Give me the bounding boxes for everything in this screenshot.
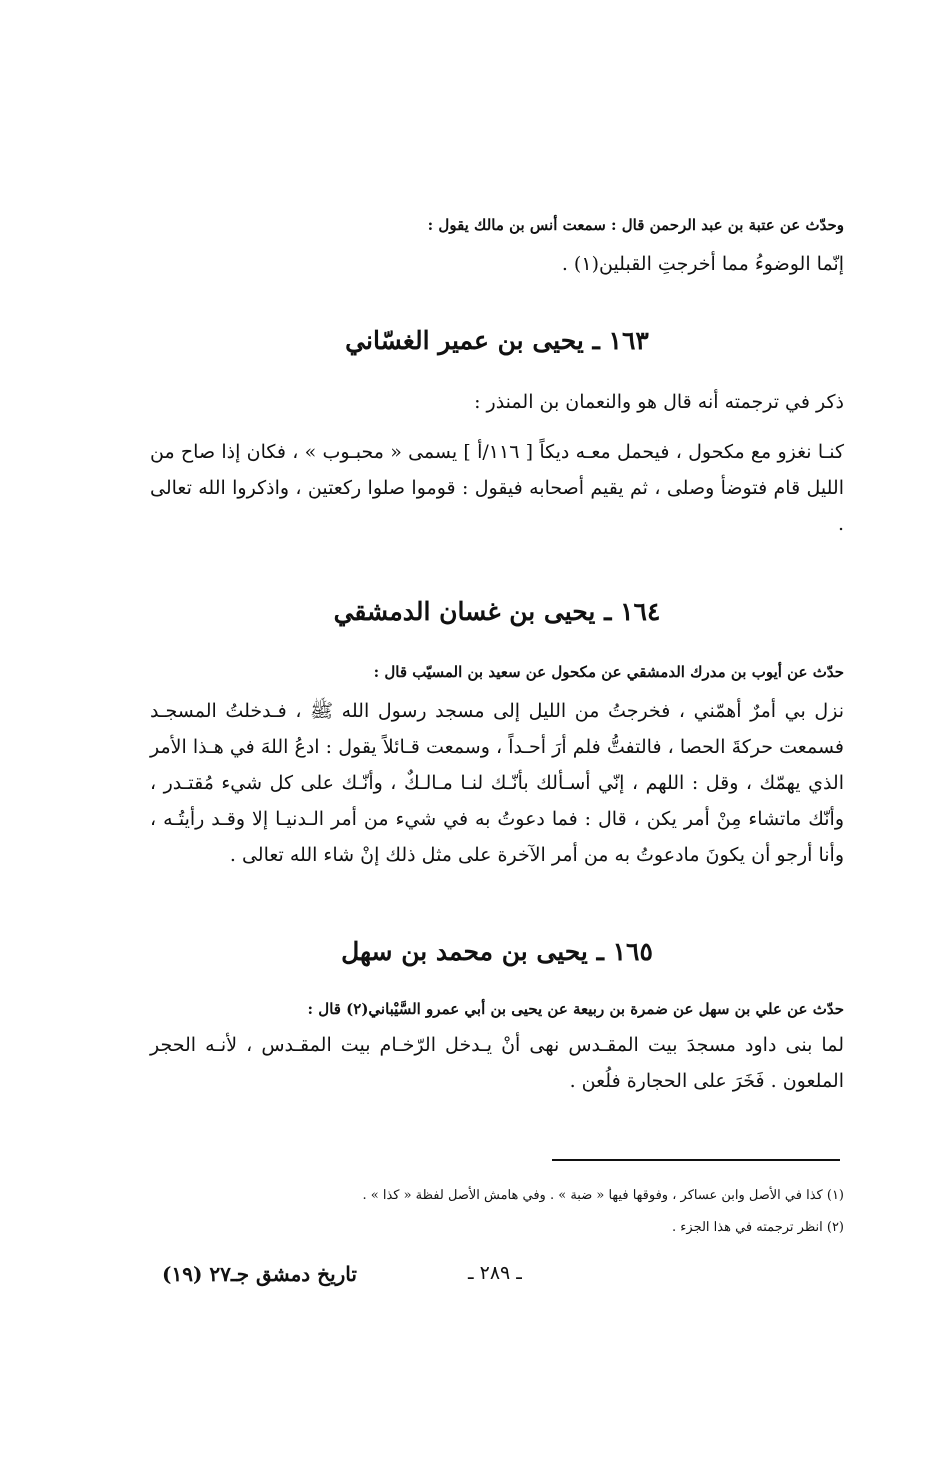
entry-165-heading: ١٦٥ ـ يحيى بن محمد بن سهل: [341, 937, 653, 966]
entry-165-text: لما بنى داود مسجدَ بيت المقـدس نهى أنْ يـدخل الرّخـام بيت المقـدس ، لأنـه الحجر الملعون . فَخَرَ على الحجارة فلُعن .: [150, 1034, 844, 1092]
footnote-1: (١) كذا في الأصل وابن عساكر ، وفوقها فيها « ضبة » . وفي هامش الأصل لفظة « كذا » .: [362, 1188, 844, 1203]
entry-164-heading: ١٦٤ ـ يحيى بن غسان الدمشقي: [333, 597, 661, 626]
prev-entry-text: إنّما الوضوءُ مما أخرجتِ القبلين(١) .: [561, 253, 844, 275]
entry-163-heading: ١٦٣ ـ يحيى بن عمير الغسّاني: [345, 326, 649, 355]
footnote-separator: [552, 1159, 840, 1161]
entry-165-sanad: حدّث عن علي بن سهل عن ضمرة بن ربيعة عن يحيى بن أبي عمرو السَّيْباني(٢) قال :: [307, 1000, 844, 1018]
entry-163-text: كنـا نغزو مع مكحول ، فيحمل معـه ديكاً [ ١١٦/أ ] يسمى « محبـوب » ، فكان إذا صاح من الليل قام فتوضأ وصلى ، ثم يقيم أصحابه فيقول : قوموا صلوا ركعتين ، واذكروا الله تعالى .: [150, 441, 844, 535]
entry-164-text: نزل بي أمرٌ أهمّني ، فخرجتُ من الليل إلى مسجد رسول الله ﷺ ، فـدخلتُ المسجـد فسمعت حركةَ الحصا ، فالتفتُّ فلم أرَ أحـداً ، وسمعت قـائلاً يقول : ادعُ اللهَ في هـذا الأمر الذي يهمّك ، وقل : اللهم ، إنّي أسـألك بأنّـك لنـا مـالـكٌ ، وأنّـك على كل شيء مُقتـدر ، وأنّك ماتشاء مِنْ أمر يكن ، قال : فما دعوتُ به في شيء من أمر الـدنيـا إلا وقـد رأيتُـه ، وأنا أرجو أن يكونَ مادعوتُ به من أمر الآخرة على مثل ذلك إنْ شاء الله تعالى .: [150, 700, 844, 866]
page-number: ـ ٢٨٩ ـ: [468, 1262, 522, 1284]
footnote-2: (٢) انظر ترجمته في هذا الجزء .: [672, 1220, 844, 1235]
entry-164-sanad: حدّث عن أيوب بن مدرك الدمشقي عن مكحول عن سعيد بن المسيّب قال :: [373, 663, 844, 681]
entry-163-intro: ذكر في ترجمته أنه قال هو والنعمان بن المنذر :: [474, 391, 844, 413]
book-volume-signature: تاريخ دمشق جـ٢٧ (١٩): [162, 1262, 357, 1286]
prev-entry-sanad: وحدّث عن عتبة بن عبد الرحمن قال : سمعت أنس بن مالك يقول :: [427, 216, 844, 234]
